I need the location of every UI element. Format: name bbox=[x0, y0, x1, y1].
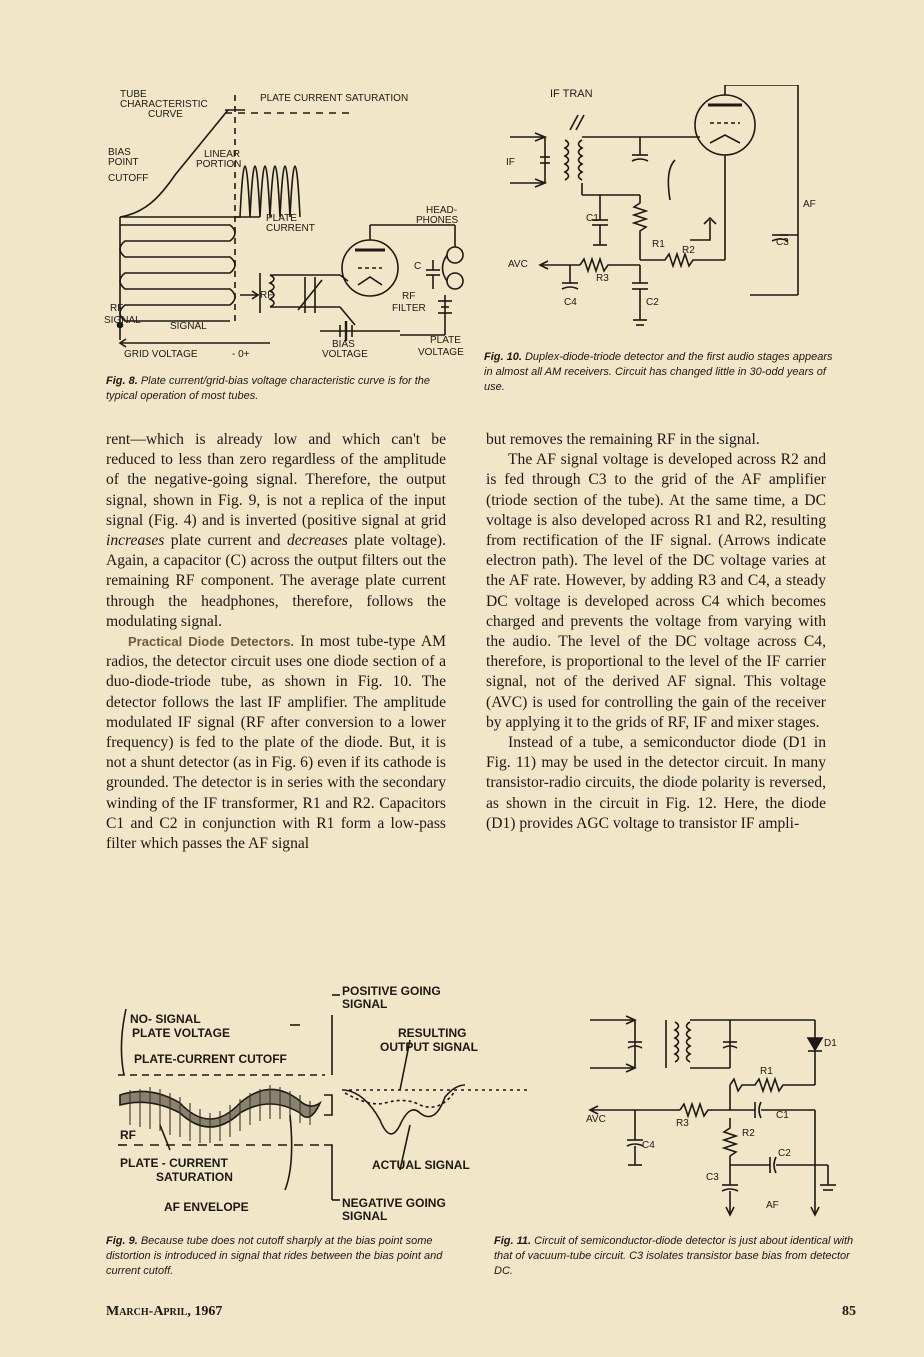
figure-10-diode-triode-detector bbox=[500, 85, 830, 340]
body-text: plate voltage). Again, a capacitor (C) across the output filters out the remaining RF component. The average plate current through the headphones, therefore, follows the modulating signal. bbox=[106, 532, 446, 630]
figure-10-caption bbox=[484, 350, 834, 395]
fig9-label-plate-voltage: PLATE VOLTAGE bbox=[132, 1026, 230, 1040]
fig10-label-c4: C4 bbox=[564, 297, 577, 308]
fig8-label-bias: BIAS bbox=[108, 147, 131, 158]
fig9-label-output-signal: OUTPUT SIGNAL bbox=[380, 1040, 478, 1054]
fig8-label-curve: CURVE bbox=[148, 109, 183, 120]
fig9-label-signal-bottom: SIGNAL bbox=[342, 1209, 388, 1223]
fig8-label-cutoff: CUTOFF bbox=[108, 173, 149, 184]
figure-11-caption bbox=[494, 1234, 854, 1279]
fig8-label-plate: PLATE bbox=[266, 213, 297, 224]
figure-9-distortion-diagram bbox=[110, 985, 530, 1225]
fig10-label-c2: C2 bbox=[646, 297, 659, 308]
figure-9-caption bbox=[106, 1234, 470, 1279]
figure-11-semiconductor-detector bbox=[580, 1000, 860, 1225]
fig9-label-signal-top: SIGNAL bbox=[342, 997, 388, 1011]
figure-8-characteristic-curve bbox=[100, 85, 470, 370]
fig10-label-r1: R1 bbox=[652, 239, 665, 250]
fig8-label-signal: SIGNAL bbox=[170, 321, 207, 332]
body-emphasis: decreases bbox=[286, 532, 348, 550]
fig9-label-plate-current: PLATE - CURRENT bbox=[120, 1156, 228, 1170]
fig8-label-rf: RF bbox=[110, 303, 124, 314]
fig8-label-voltage: VOLTAGE bbox=[322, 349, 368, 360]
fig8-label-portion: PORTION bbox=[196, 159, 242, 170]
fig8-label-tube: TUBE bbox=[120, 89, 147, 100]
fig9-label-negative-going: NEGATIVE GOING bbox=[342, 1196, 446, 1210]
fig9-label-actual-signal: ACTUAL SIGNAL bbox=[372, 1158, 470, 1172]
fig11-label-c3: C3 bbox=[706, 1172, 719, 1183]
fig11-label-af: AF bbox=[766, 1200, 779, 1211]
fig10-label-af: AF bbox=[803, 199, 816, 210]
body-text: In most tube-type AM radios, the detector circuit uses one diode section of a duo-diode-triode tube, as shown in Fig. 10. The detector follows the last IF amplifier. The amplitude modulated IF signal (RF after conversion to a lower frequency) is fed to the plate of the diode. But, it is not a shunt detector (as in Fig. 6) even if its cathode is grounded. The detector is in series with the secondary winding of the IF transformer, R1 and R2. Capacitors C1 and C2 in conjunction with R1 form a low-pass filter which passes the AF signal bbox=[106, 633, 446, 853]
figure-8-caption bbox=[106, 374, 462, 404]
fig11-label-c4: C4 bbox=[642, 1140, 655, 1151]
fig8-label-rf-coil: RF bbox=[260, 290, 274, 301]
fig10-label-c3: C3 bbox=[776, 237, 789, 248]
figure-8-caption-text: Plate current/grid-bias voltage characteristic curve is for the typical operation of most tubes. bbox=[106, 375, 431, 402]
fig11-label-r3: R3 bbox=[676, 1118, 689, 1129]
fig9-label-saturation: SATURATION bbox=[156, 1170, 233, 1184]
fig9-label-rf: RF bbox=[120, 1128, 136, 1142]
figure-10-caption-label: Fig. 10. bbox=[484, 351, 522, 363]
fig10-label-c1: C1 bbox=[586, 213, 599, 224]
fig11-label-r1: R1 bbox=[760, 1066, 773, 1077]
fig8-label-grid-voltage: GRID VOLTAGE bbox=[124, 349, 198, 360]
fig8-label-rf-filter-rf: RF bbox=[402, 291, 416, 302]
fig10-diagram bbox=[500, 85, 830, 340]
body-column-left bbox=[106, 430, 446, 854]
fig8-label-head: HEAD- bbox=[426, 205, 458, 216]
figure-8-caption-label: Fig. 8. bbox=[106, 375, 138, 387]
fig11-label-avc: AVC bbox=[586, 1114, 606, 1125]
body-text: rent—which is already low and which can't be reduced to less than zero regardless of the amplitude of the negative-going signal. Therefore, the output signal, shown in Fig. 9, is not a replica of the input signal (Fig. 4) and is inverted (positive signal at grid bbox=[106, 431, 446, 529]
fig8-label-linear: LINEAR bbox=[204, 149, 241, 160]
fig8-label-point: POINT bbox=[108, 157, 139, 168]
fig11-label-d1: D1 bbox=[824, 1038, 837, 1049]
fig8-label-voltage2: VOLTAGE bbox=[418, 347, 464, 358]
fig8-label-phones: PHONES bbox=[416, 215, 459, 226]
fig8-label-current: CURRENT bbox=[266, 223, 315, 234]
figure-9-caption-label: Fig. 9. bbox=[106, 1235, 138, 1247]
fig8-label-minus-zero-plus: - 0+ bbox=[232, 349, 250, 360]
fig8-label-characteristic: CHARACTERISTIC bbox=[120, 99, 208, 110]
fig11-label-c2: C2 bbox=[778, 1148, 791, 1159]
body-column-right bbox=[486, 430, 826, 834]
fig9-label-positive-going: POSITIVE GOING bbox=[342, 984, 441, 998]
fig9-label-resulting: RESULTING bbox=[398, 1026, 467, 1040]
body-text: plate current and bbox=[164, 532, 287, 550]
fig10-label-if-tran: IF TRAN bbox=[550, 88, 593, 100]
body-paragraph bbox=[106, 632, 446, 854]
section-run-in-heading: Practical Diode Detectors. bbox=[128, 634, 295, 650]
fig8-label-plate2: PLATE bbox=[430, 335, 461, 346]
page-number: 85 bbox=[842, 1304, 856, 1319]
body-emphasis: increases bbox=[106, 532, 165, 550]
fig9-label-no-signal: NO- SIGNAL bbox=[130, 1012, 201, 1026]
body-paragraph: but removes the remaining RF in the signal. bbox=[486, 431, 760, 448]
figure-11-caption-text: Circuit of semiconductor-diode detector is just about identical with that of vacuum-tube circuit. C3 isolates transistor base bias from detector DC. bbox=[494, 1235, 854, 1277]
figure-10-caption-text: Duplex-diode-triode detector and the first audio stages appears in almost all AM receivers. Circuit has changed little in 30-odd years of use. bbox=[484, 351, 833, 393]
figure-9-caption-text: Because tube does not cutoff sharply at the bias point some distortion is introduced in signal that rides between the bias point and current cutoff. bbox=[106, 1235, 443, 1277]
fig8-label-signal-left: SIGNAL bbox=[104, 315, 141, 326]
body-paragraph: Instead of a tube, a semiconductor diode (D1 in Fig. 11) may be used in the detector circuit. In many transistor-radio circuits, the diode polarity is reversed, as shown in the circuit in Fig. 12. Here, the diode (D1) provides AGC voltage to transistor IF ampli- bbox=[486, 734, 826, 832]
issue-date: March-April, 1967 bbox=[106, 1304, 223, 1319]
fig8-label-c: C bbox=[414, 261, 422, 272]
fig11-label-r2: R2 bbox=[742, 1128, 755, 1139]
fig11-label-c1: C1 bbox=[776, 1110, 789, 1121]
figure-11-caption-label: Fig. 11. bbox=[494, 1235, 532, 1247]
body-paragraph bbox=[106, 430, 446, 632]
fig10-label-if: IF bbox=[506, 157, 515, 168]
fig9-label-plate-current-cutoff: PLATE-CURRENT CUTOFF bbox=[134, 1052, 287, 1066]
fig8-label-plate-current-saturation: PLATE CURRENT SATURATION bbox=[260, 93, 409, 104]
fig8-label-filter: FILTER bbox=[392, 303, 426, 314]
fig8-label-bias2: BIAS bbox=[332, 339, 355, 350]
fig10-label-r3: R3 bbox=[596, 273, 609, 284]
fig10-label-r2: R2 bbox=[682, 245, 695, 256]
fig9-label-af-envelope: AF ENVELOPE bbox=[164, 1200, 249, 1214]
fig10-label-avc: AVC bbox=[508, 259, 528, 270]
fig11-diagram bbox=[580, 1000, 860, 1225]
body-paragraph: The AF signal voltage is developed across R2 and is fed through C3 to the grid of the AF amplifier (triode section of the tube). At the same time, a DC voltage is also developed across R1 and R2, resulting from rectification of the IF signal. (Arrows indicate electron path). The level of the DC voltage varies at the AF rate. However, by adding R3 and C4, a steady DC voltage is developed across C4 which becomes charged and prevents the voltage from varying with the audio. The level of the DC voltage across C4, therefore, is proportional to the level of the IF carrier signal, not of the derived AF signal. This voltage (AVC) is used for controlling the gain of the receiver by applying it to the grids of RF, IF and mixer stages. bbox=[486, 451, 826, 731]
